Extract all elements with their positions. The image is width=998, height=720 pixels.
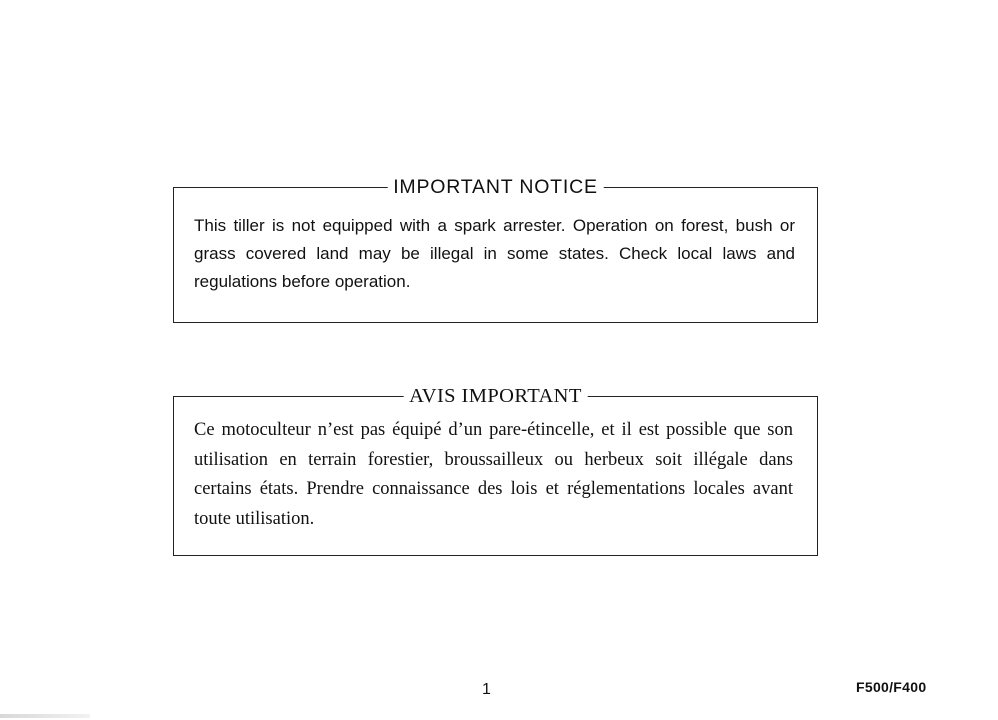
avis-important-text: Ce motoculteur n’est pas équipé d’un pare-étincelle, et il est possible que son utilisation en terrain forestier, broussailleux ou herbeux soit illégale dans certains états. Prendre connaissance des lois et réglementations locales avant toute utilisation. xyxy=(194,420,793,529)
avis-important-box xyxy=(173,385,818,556)
important-notice-box xyxy=(173,176,818,323)
model-code: F500/F400 xyxy=(856,679,927,695)
avis-important-title: AVIS IMPORTANT xyxy=(403,384,588,408)
scan-edge-mark xyxy=(0,714,90,718)
important-notice-title: IMPORTANT NOTICE xyxy=(387,175,604,199)
page-number: 1 xyxy=(482,681,491,698)
important-notice-text: This tiller is not equipped with a spark arrester. Operation on forest, bush or grass covered land may be illegal in some states. Check local laws and regulations before operation. xyxy=(194,216,795,291)
